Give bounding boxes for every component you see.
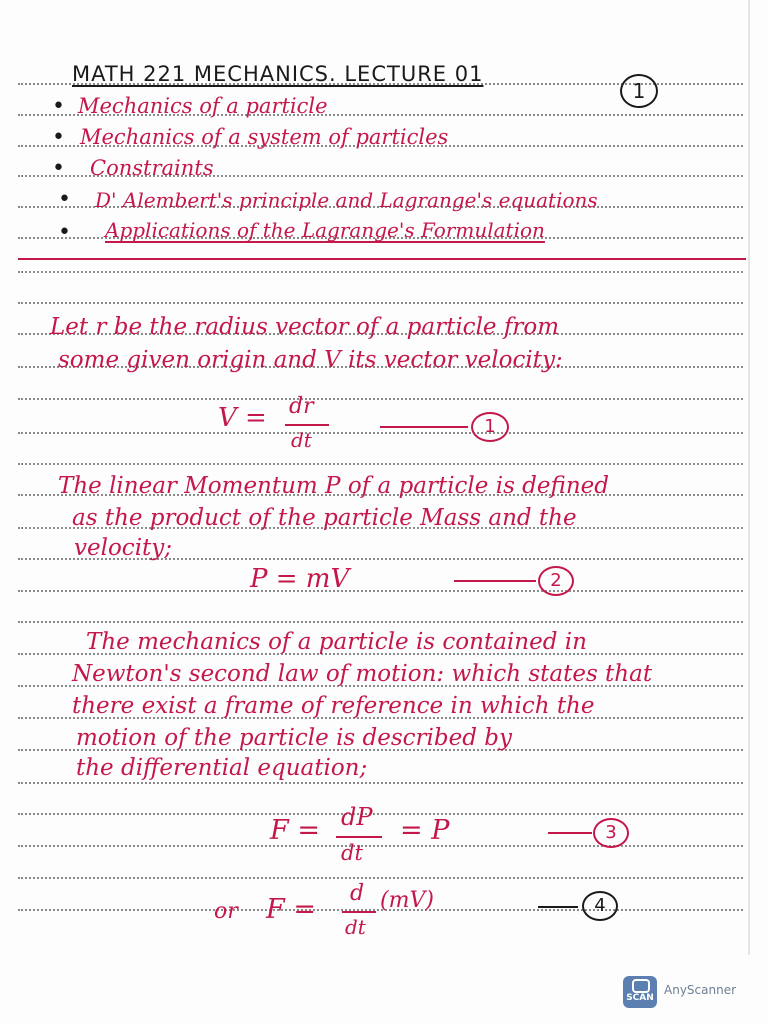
equation-number: 3 xyxy=(593,818,629,848)
page-number: 1 xyxy=(620,74,658,108)
lecture-title: MATH 221 MECHANICS. LECTURE 01 xyxy=(72,62,484,86)
note-line: The linear Momentum P of a particle is defined xyxy=(58,473,610,499)
topic-item: • xyxy=(52,125,65,150)
note-line: some given origin and V its vector velocity: xyxy=(58,347,563,373)
topic-item: Applications of the Lagrange's Formulation xyxy=(105,218,545,242)
topic-item: • xyxy=(58,220,71,245)
section-divider xyxy=(18,258,746,260)
note-line: there exist a frame of reference in which the xyxy=(72,693,595,719)
note-line: velocity; xyxy=(74,535,173,561)
note-line: as the product of the particle Mass and the xyxy=(72,505,577,531)
note-line: Let r be the radius vector of a particle from xyxy=(50,314,560,340)
camera-icon xyxy=(632,979,650,993)
topic-item: D' Alembert's principle and Lagrange's equations xyxy=(95,188,598,212)
topic-item: • xyxy=(52,94,65,119)
equation-number: 1 xyxy=(471,412,509,442)
topic-item: • xyxy=(52,156,65,181)
topic-item: Mechanics of a system of particles xyxy=(80,125,449,149)
scanner-logo: SCAN xyxy=(623,976,657,1008)
scanned-page: MATH 221 MECHANICS. LECTURE 01 1 • Mechanics of a particle • Mechanics of a system of particles • Constraints • D' Alembert's principle and Lagrange's equations • Applications of the Lagrange's Formulation Let r be the radius vector of a particle from some given origin and V its vector velocity: V = dr dt 1 The linear Momentum P of a particle is defined as the product of the particle Mass and the velocity; P = mV 2 The mechanics of a particle is contained in Newton's second law of motion: which states that there exist a frame of reference in which the motion of the particle is described by the differential equation; F = dP dt = P 3 or F = d dt (mV) 4 SCAN AnyScanner xyxy=(0,0,768,1024)
topic-item: Mechanics of a particle xyxy=(78,94,328,118)
note-line: motion of the particle is described by xyxy=(76,725,512,751)
page-edge xyxy=(748,0,750,955)
note-line: the differential equation; xyxy=(76,755,368,781)
equation-number: 2 xyxy=(538,566,574,596)
topic-item: Constraints xyxy=(90,156,214,180)
equation-number: 4 xyxy=(582,891,618,921)
scanner-brand: AnyScanner xyxy=(664,983,737,997)
note-line: Newton's second law of motion: which states that xyxy=(72,661,653,687)
note-line: The mechanics of a particle is contained in xyxy=(86,629,587,655)
topic-item: • xyxy=(58,187,71,212)
